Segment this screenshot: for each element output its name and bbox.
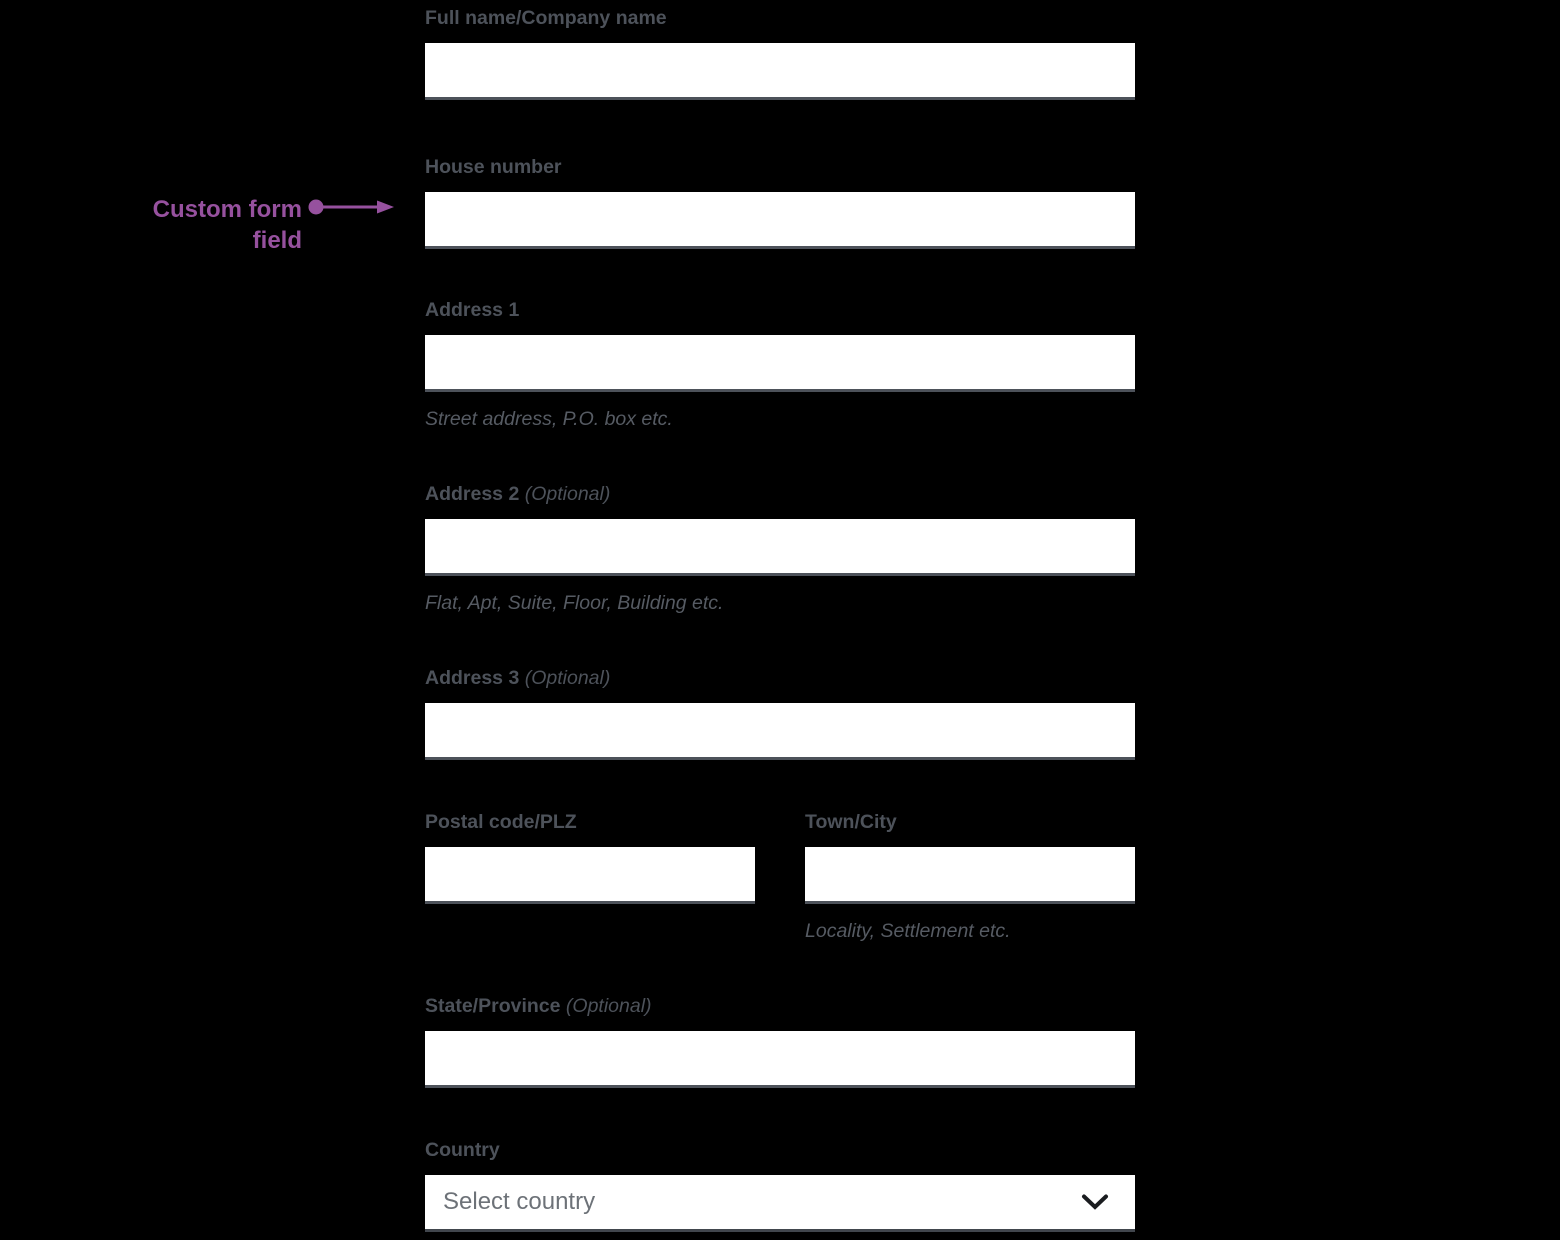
address-2-input[interactable] bbox=[425, 519, 1135, 576]
address-1-input[interactable] bbox=[425, 335, 1135, 392]
address-3-optional-text: (Optional) bbox=[524, 667, 611, 689]
annotation-line-1: Custom form bbox=[152, 196, 302, 223]
address-1-helper: Street address, P.O. box etc. bbox=[425, 408, 673, 430]
address-1-label bbox=[425, 296, 1135, 324]
arrow-right-icon bbox=[307, 197, 397, 217]
state-province-label-text: State/Province bbox=[425, 995, 561, 1017]
address-2-label bbox=[425, 480, 1135, 508]
town-city-input[interactable] bbox=[805, 847, 1135, 904]
town-city-label-text: Town/City bbox=[805, 811, 897, 833]
country-select-placeholder: Select country bbox=[443, 1188, 596, 1215]
chevron-down-icon bbox=[1081, 1194, 1109, 1211]
state-province-label bbox=[425, 992, 1135, 1020]
field-row-postal-town bbox=[425, 808, 1135, 943]
address-2-label-text: Address 2 bbox=[425, 483, 520, 505]
address-3-input[interactable] bbox=[425, 703, 1135, 760]
postal-code-input[interactable] bbox=[425, 847, 755, 904]
address-3-label bbox=[425, 664, 1135, 692]
field-full-name bbox=[425, 4, 1135, 100]
field-address-3 bbox=[425, 664, 1135, 760]
country-label bbox=[425, 1136, 1135, 1164]
address-1-label-text: Address 1 bbox=[425, 299, 520, 321]
state-province-optional-text: (Optional) bbox=[565, 995, 652, 1017]
country-select[interactable] bbox=[425, 1175, 1135, 1232]
field-house-number bbox=[425, 153, 1135, 249]
field-country bbox=[425, 1136, 1135, 1232]
field-address-2 bbox=[425, 480, 1135, 615]
address-2-optional-text: (Optional) bbox=[524, 483, 611, 505]
postal-code-label bbox=[425, 808, 755, 836]
house-number-label-text: House number bbox=[425, 156, 562, 178]
full-name-input[interactable] bbox=[425, 43, 1135, 100]
custom-form-field-annotation bbox=[130, 194, 302, 256]
field-postal-code bbox=[425, 808, 755, 943]
house-number-label bbox=[425, 153, 1135, 181]
annotation-line-2: field bbox=[252, 227, 302, 254]
state-province-input[interactable] bbox=[425, 1031, 1135, 1088]
house-number-input[interactable] bbox=[425, 192, 1135, 249]
full-name-label-text: Full name/Company name bbox=[425, 7, 667, 29]
address-3-label-text: Address 3 bbox=[425, 667, 520, 689]
country-label-text: Country bbox=[425, 1139, 500, 1161]
address-2-helper: Flat, Apt, Suite, Floor, Building etc. bbox=[425, 592, 724, 614]
field-address-1 bbox=[425, 296, 1135, 431]
full-name-label bbox=[425, 4, 1135, 32]
town-city-helper: Locality, Settlement etc. bbox=[805, 920, 1011, 942]
postal-code-label-text: Postal code/PLZ bbox=[425, 811, 577, 833]
field-town-city bbox=[805, 808, 1135, 943]
field-state-province bbox=[425, 992, 1135, 1088]
town-city-label bbox=[805, 808, 1135, 836]
